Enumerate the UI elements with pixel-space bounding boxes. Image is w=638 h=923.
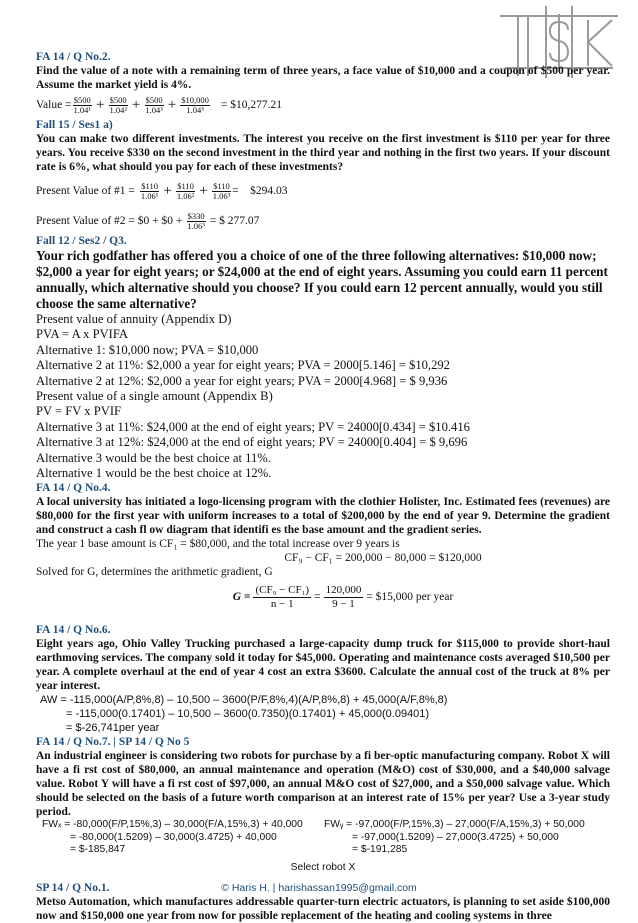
footer-credit: © Haris H. | harishassan1995@gmail.com xyxy=(221,882,417,894)
answer-line: Solved for G, determines the arithmetic gradient, G xyxy=(36,566,273,579)
question-ref-5: FA 14 / Q No.6. xyxy=(36,624,111,637)
answer-line: The year 1 base amount is CF₁ = $80,000, and the total increase over 9 years is xyxy=(36,538,400,551)
question-3: Your rich godfather has offered you a choice of one of the three following alternatives: $10,000 now; $2,000 a year for eight years; or $24,000 at the end of eight years. Assuming you could earn 11 percent annually, which alternative should you choose? If you could earn 12 percent annually, would you still choose the same alternative? xyxy=(36,248,608,311)
question-4: A local university has initiated a logo-licensing program with the clothier Holister, Inc. Estimated fees (revenues) are $80,000 for the first year with uniform increases to a total of $200,000 by the end of year 9. Determine the gradient and construct a cash fl ow diagram that identifi es the base amount and the gradient series. xyxy=(36,496,610,537)
answer-line: Alternative 1 would be the best choice at 12%. xyxy=(36,466,272,481)
selection-result: Select robot X xyxy=(290,861,356,873)
fwx-line: = $-185,847 xyxy=(70,844,126,856)
answer-line: = $-26,741per year xyxy=(66,722,160,735)
answer-line: Alternative 3 at 12%: $24,000 at the end of eight years; PV = 24000[0.404] = $ 9,696 xyxy=(36,435,468,450)
answer-line: Present value of annuity (Appendix D) xyxy=(36,312,232,326)
question-ref-2: Fall 15 / Ses1 a) xyxy=(36,119,113,131)
fwy-line: = $-191,285 xyxy=(352,844,408,856)
question-ref-4: FA 14 / Q No.4. xyxy=(36,482,111,495)
answer-line: Alternative 2 at 11%: $2,000 a year for eight years; PVA = 2000[5.146] = $10,292 xyxy=(36,358,450,373)
equation-pv2: Present Value of #2 = $0 + $0 + $\frac{\$330}{\text{1.06³}}$ = $ 277.07 xyxy=(36,210,260,231)
fwx-line: FWₓ = -80,000(F/P,15%,3) – 30,000(F/A,15%,3) + 40,000 xyxy=(42,819,303,831)
future-worth-block xyxy=(42,819,610,857)
question-7: Metso Automation, which manufactures addressable quarter-turn electric actuators, is planning to set aside $100,000 now and $150,000 one year from now for possible replacement of the heating and cooling systems in three xyxy=(36,895,610,922)
answer-line: Alternative 2 at 12%: $2,000 a year for eight years; PVA = 2000[4.968] = $ 9,936 xyxy=(36,373,448,388)
question-5: Eight years ago, Ohio Valley Trucking purchased a large-capacity dump truck for $115,000 to provide short-haul earthmoving services. The company sold it today for $45,000. Operating and maintenance costs averaged $10,500 per year. A complete overhaul at the end of year 4 cost an extra $3600. Calculate the annual cost of the truck at 8% per year interest. xyxy=(36,638,610,693)
equation-pv1: Present Value of #1 = $\frac{\$110}{\text{1.06¹}}$ + $\frac{\$110}{\text{1.06²}}$ + $\frac{\$110}{\text{1.06³}}$ = $294.03 xyxy=(36,180,288,201)
question-6: An industrial engineer is considering two robots for purchase by a fi ber-optic manufacturing company. Robot X will have a fi rst cost of $80,000, an annual maintenance and operation (M&O) cost of $30,000, and a $40,000 salvage value. Robot Y will have a fi rst cost of $97,000, an annual M&O cost of $27,000, and a $50,000 salvage value. Which should be selected on the basis of a future worth comparison at an interest rate of 15% per year? Use a 3-year study period. xyxy=(36,750,610,819)
answer-line: PVA = A x PVIFA xyxy=(36,327,129,342)
question-ref-7: SP 14 / Q No.1. xyxy=(36,881,110,894)
answer-line: Present value of a single amount (Appendix B) xyxy=(36,389,273,404)
equation-value: Value = $\frac{\$500}{\text{1.04¹}}$ + $\frac{\$500}{\text{1.04²}}$ + $\frac{\$500}{\text{1.04³}}$ + $\frac{\$10,000}{\text{1.04³}}$ = $10,277.21 xyxy=(36,94,283,115)
answer-line: Alternative 1: $10,000 now; PVA = $10,000 xyxy=(36,342,259,357)
answer-line: Alternative 3 would be the best choice at 11%. xyxy=(36,450,271,465)
fwx-line: = -80,000(1.5209) – 30,000(3.4725) + 40,000 xyxy=(70,831,277,843)
answer-line: = -115,000(0.17401) – 10,500 – 3600(0.7350)(0.17401) + 45,000(0.09401) xyxy=(66,708,430,721)
question-2: You can make two different investments. The interest you receive on the first investment is $110 per year for three years. You receive $330 on the second investment in the third year and nothing in the first two years. If your discount rate is 6%, what should you pay for each of these investments? xyxy=(36,133,610,173)
fwy-line: FWᵧ = -97,000(F/P,15%,3) – 27,000(F/A,15%,3) + 50,000 xyxy=(324,819,585,831)
answer-line: AW = -115,000(A/P,8%,8) – 10,500 – 3600(P/F,8%,4)(A/P,8%,8) + 45,000(A/F,8%,8) xyxy=(40,694,448,707)
question-ref-6: FA 14 / Q No.7. | SP 14 / Q No 5 xyxy=(36,736,190,749)
question-ref-1: FA 14 / Q No.2. xyxy=(36,51,111,63)
fwy-line: = -97,000(1.5209) – 27,000(3.4725) + 50,000 xyxy=(352,831,559,843)
gradient-formula: G = $\frac{\text{(CF₉ − CF₁)}}{n - 1}$ = $\frac{120,000}{9 - 1}$ = $15,000 per year xyxy=(232,583,454,610)
question-1: Find the value of a note with a remaining term of three years, a face value of $10,000 and a coupon of $500 per year. Assume the market yield is 4%. xyxy=(36,65,610,91)
answer-line: Alternative 3 at 11%: $24,000 at the end of eight years; PV = 24000[0.434] = $10.416 xyxy=(36,419,470,434)
answer-line: CF₉ − CF₁ = 200,000 − 80,000 = $120,000 xyxy=(284,552,482,565)
question-ref-3: Fall 12 / Ses2 / Q3. xyxy=(36,235,127,247)
document-body xyxy=(36,50,610,923)
answer-line: PV = FV x PVIF xyxy=(36,404,122,419)
